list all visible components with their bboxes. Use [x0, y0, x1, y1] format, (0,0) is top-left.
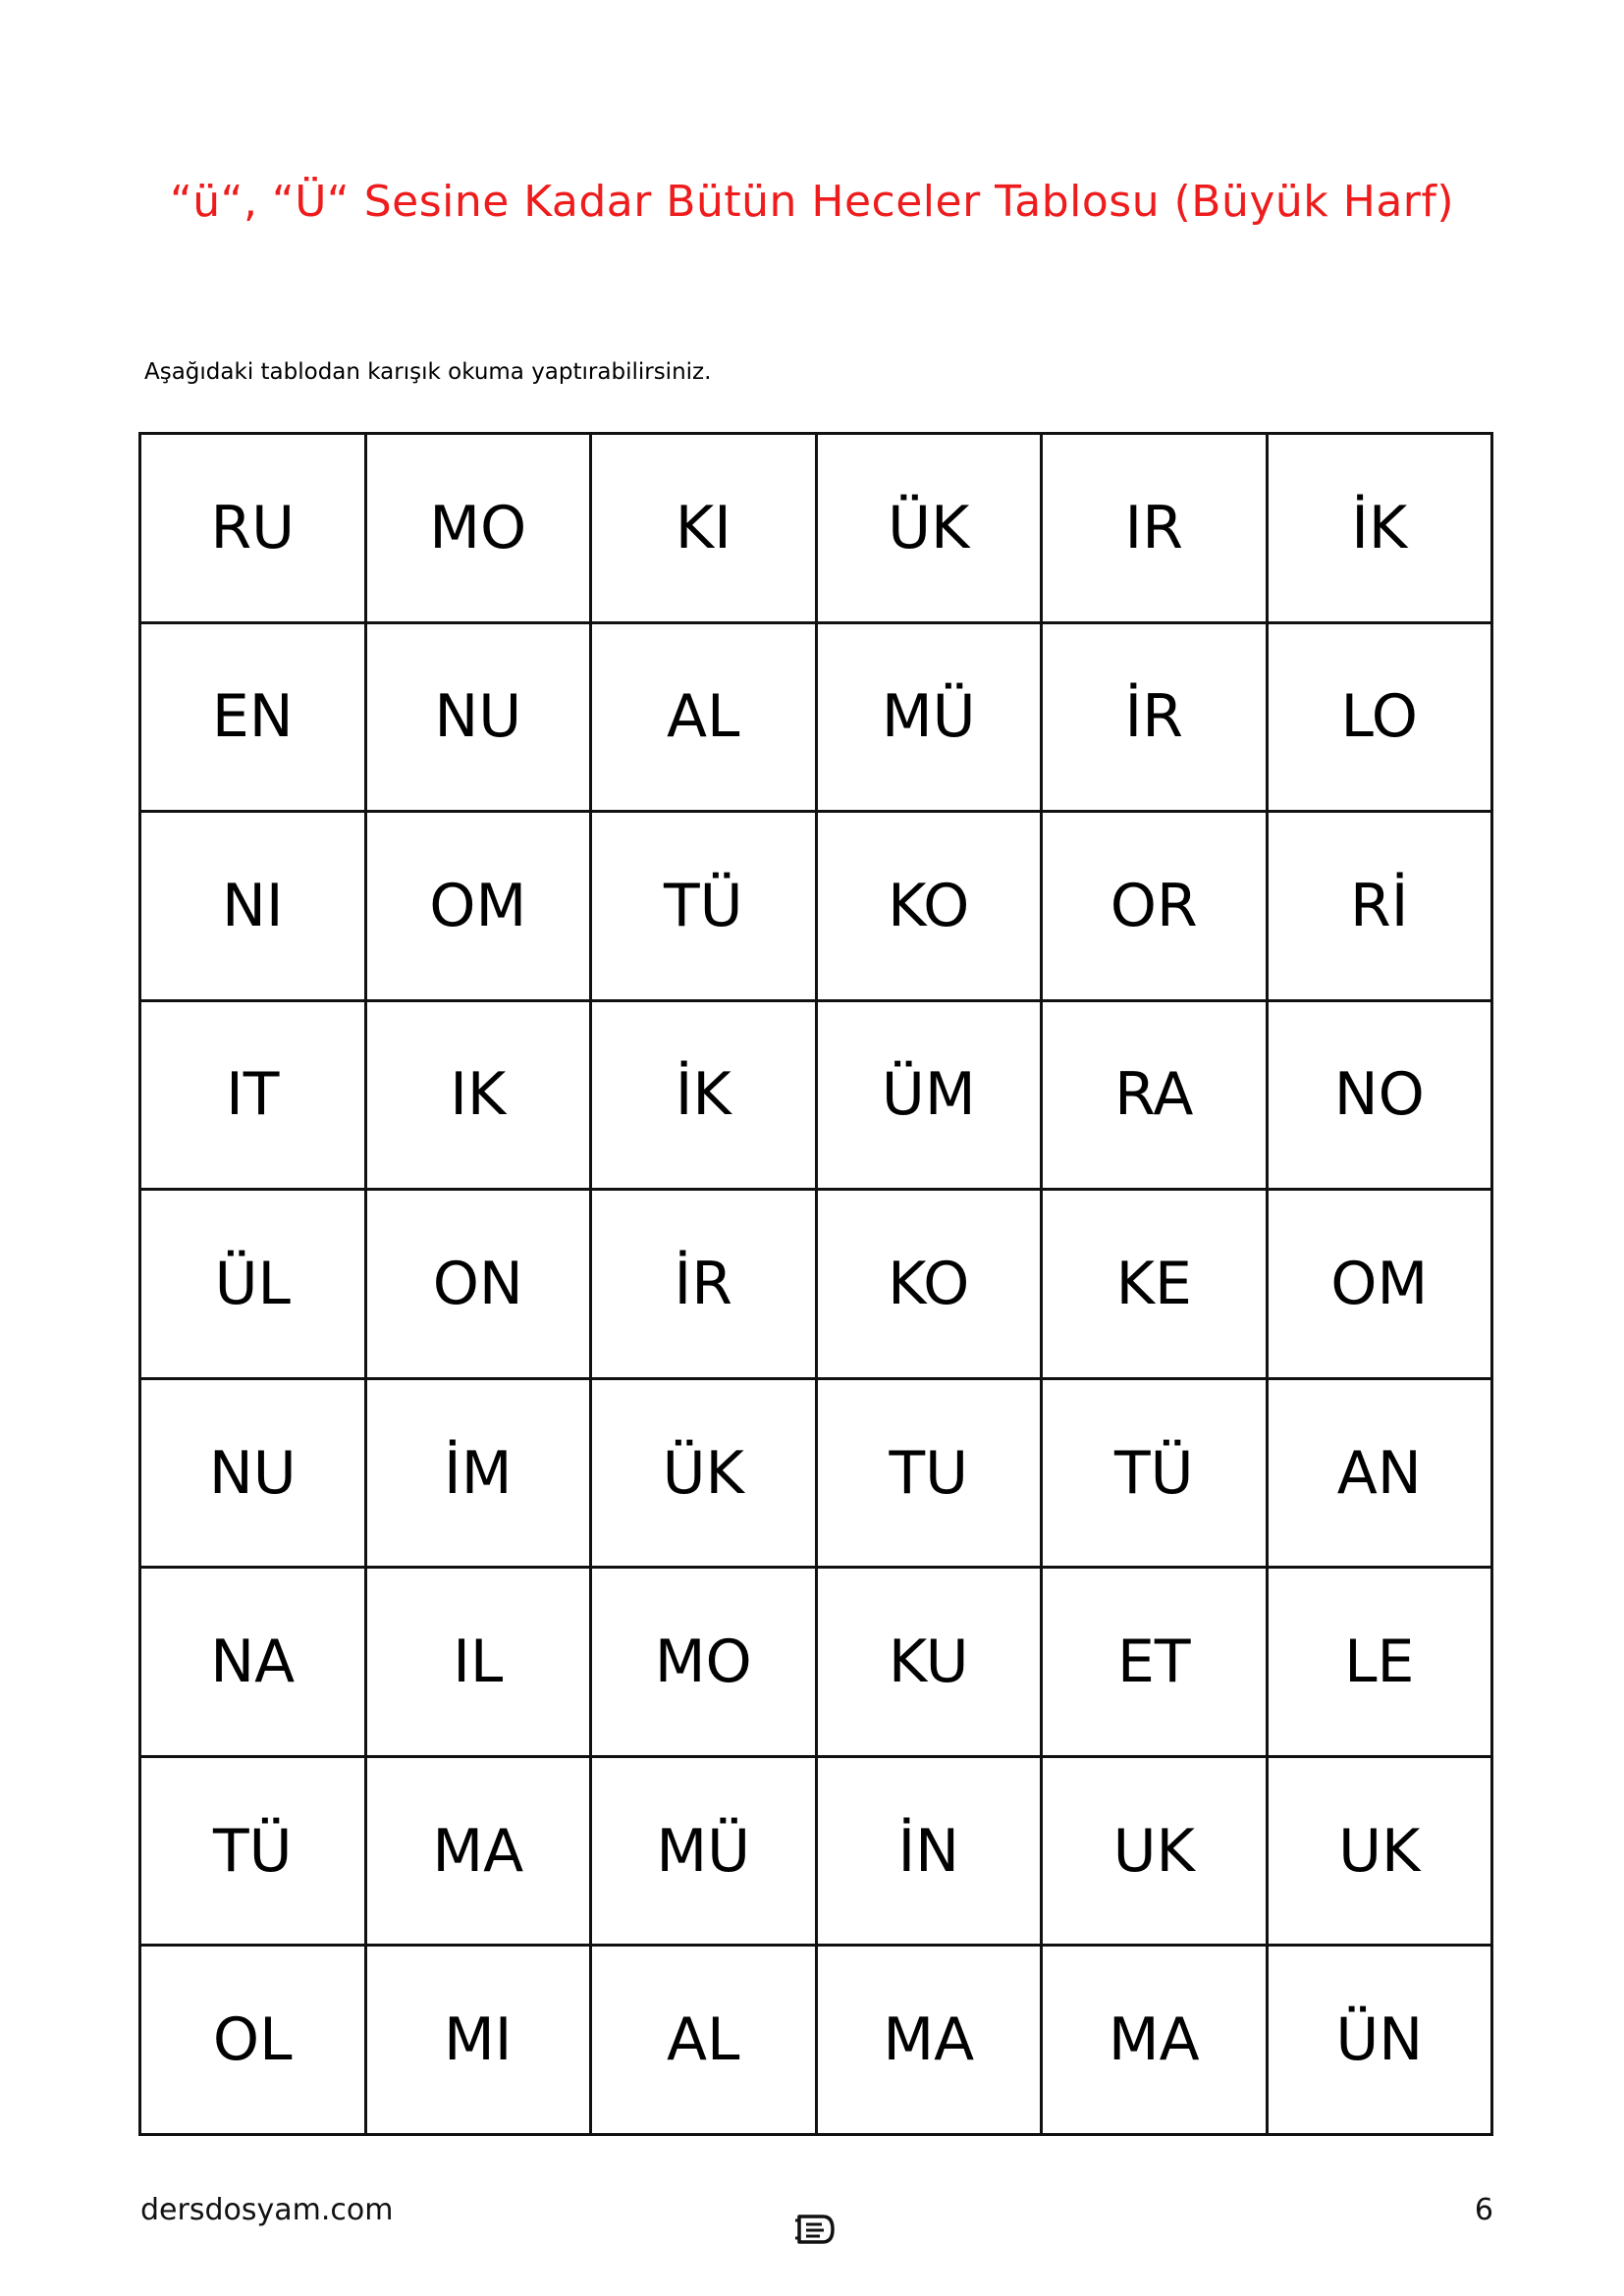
instruction-text: Aşağıdaki tablodan karışık okuma yaptırabilirsiniz. — [144, 359, 712, 385]
syllable-cell: TU — [816, 1378, 1042, 1568]
syllable-cell: EN — [140, 622, 366, 812]
syllable-cell: AL — [591, 1946, 817, 2135]
syllable-cell: ÜL — [140, 1190, 366, 1379]
syllable-cell: NU — [365, 622, 591, 812]
syllable-cell: RU — [140, 434, 366, 623]
syllable-cell: ÜM — [816, 1000, 1042, 1190]
syllable-cell: OR — [1042, 812, 1268, 1001]
syllable-cell: MO — [365, 434, 591, 623]
table-row — [140, 1190, 1492, 1379]
syllable-cell: OM — [365, 812, 591, 1001]
syllable-cell: MA — [1042, 1946, 1268, 2135]
syllable-cell: Rİ — [1267, 812, 1492, 1001]
syllable-cell: RA — [1042, 1000, 1268, 1190]
footer-site-name: dersdosyam.com — [140, 2193, 394, 2227]
syllable-cell: TÜ — [591, 812, 817, 1001]
syllable-cell: MI — [365, 1946, 591, 2135]
syllable-cell: MÜ — [591, 1756, 817, 1946]
syllable-cell: IT — [140, 1000, 366, 1190]
table-row — [140, 434, 1492, 623]
syllable-cell: NO — [1267, 1000, 1492, 1190]
syllable-cell: LO — [1267, 622, 1492, 812]
syllable-cell: ÜK — [816, 434, 1042, 623]
syllable-cell: IR — [1042, 434, 1268, 623]
syllable-cell: AL — [591, 622, 817, 812]
syllable-cell: KO — [816, 1190, 1042, 1379]
syllable-cell: KO — [816, 812, 1042, 1001]
syllable-cell: ÜK — [591, 1378, 817, 1568]
syllable-cell: TÜ — [1042, 1378, 1268, 1568]
page-number: 6 — [1474, 2193, 1493, 2227]
syllable-cell: NU — [140, 1378, 366, 1568]
syllable-cell: LE — [1267, 1568, 1492, 1757]
syllable-cell: IL — [365, 1568, 591, 1757]
table-row — [140, 1756, 1492, 1946]
syllable-cell: UK — [1042, 1756, 1268, 1946]
document-lines-icon — [793, 2211, 837, 2248]
table-row — [140, 812, 1492, 1001]
syllable-cell: KU — [816, 1568, 1042, 1757]
syllable-cell: IK — [365, 1000, 591, 1190]
syllable-cell: KE — [1042, 1190, 1268, 1379]
syllable-cell: ON — [365, 1190, 591, 1379]
table-row — [140, 1000, 1492, 1190]
table-row — [140, 622, 1492, 812]
syllable-cell: OM — [1267, 1190, 1492, 1379]
syllable-cell: MA — [365, 1756, 591, 1946]
syllable-cell: ÜN — [1267, 1946, 1492, 2135]
syllable-cell: İK — [591, 1000, 817, 1190]
syllable-cell: İK — [1267, 434, 1492, 623]
syllable-cell: TÜ — [140, 1756, 366, 1946]
syllable-table — [138, 432, 1493, 2136]
syllable-cell: MO — [591, 1568, 817, 1757]
syllable-cell: İM — [365, 1378, 591, 1568]
syllable-cell: NA — [140, 1568, 366, 1757]
syllable-cell: MÜ — [816, 622, 1042, 812]
table-row — [140, 1568, 1492, 1757]
syllable-cell: OL — [140, 1946, 366, 2135]
syllable-cell: AN — [1267, 1378, 1492, 1568]
syllable-cell: MA — [816, 1946, 1042, 2135]
syllable-cell: ET — [1042, 1568, 1268, 1757]
syllable-cell: KI — [591, 434, 817, 623]
table-row — [140, 1946, 1492, 2135]
syllable-cell: İR — [1042, 622, 1268, 812]
page-title: “ü“, “Ü“ Sesine Kadar Bütün Heceler Tablosu (Büyük Harf) — [169, 177, 1455, 227]
syllable-cell: İN — [816, 1756, 1042, 1946]
syllable-cell: UK — [1267, 1756, 1492, 1946]
table-row — [140, 1378, 1492, 1568]
syllable-cell: NI — [140, 812, 366, 1001]
syllable-cell: İR — [591, 1190, 817, 1379]
